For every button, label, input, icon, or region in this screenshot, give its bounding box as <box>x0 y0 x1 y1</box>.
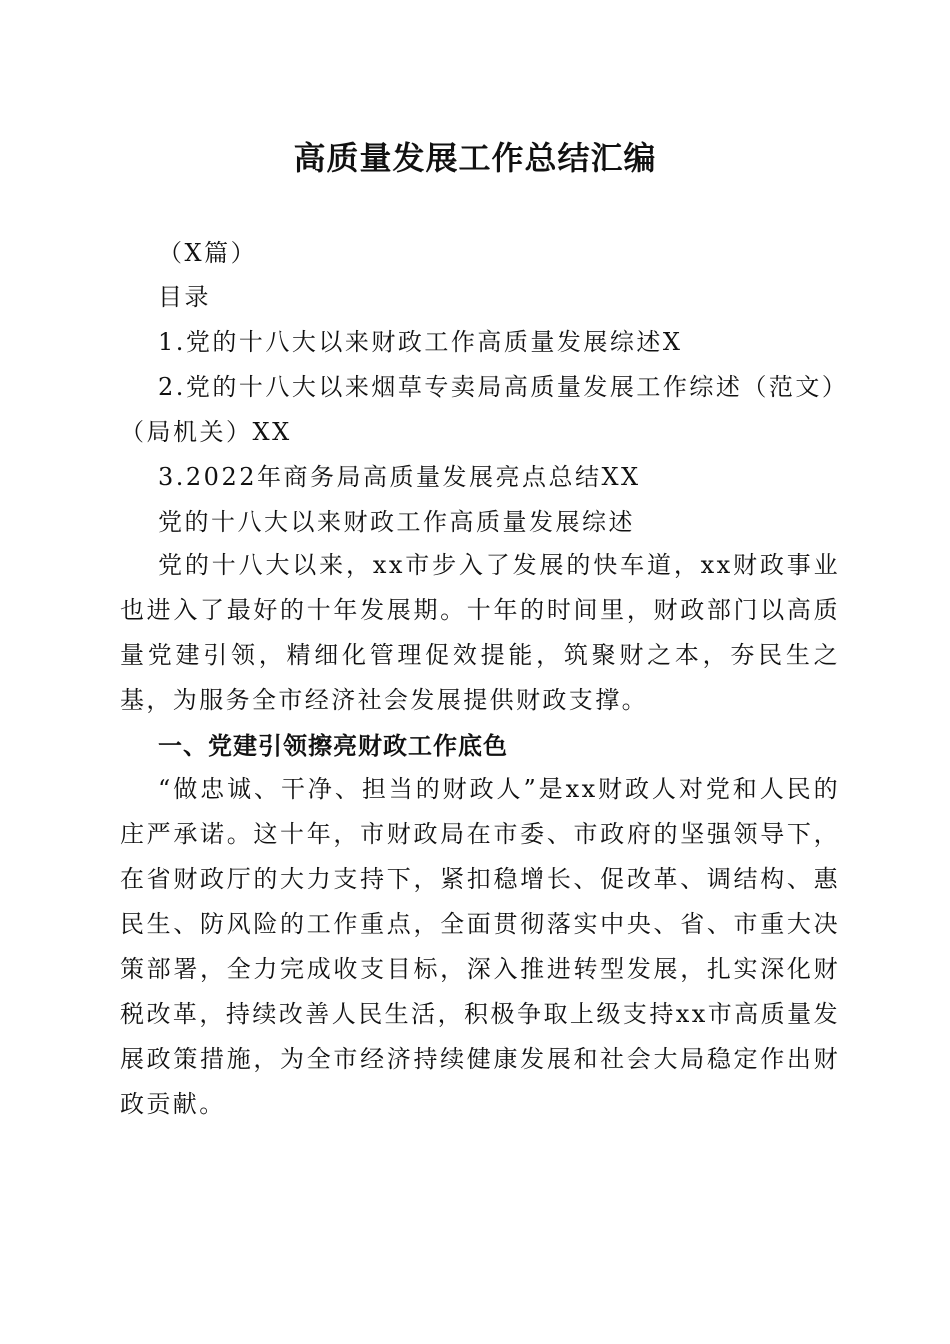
toc-label: 目录 <box>158 283 211 311</box>
intro-paragraph: 党的十八大以来，xx市步入了发展的快车道，xx财政事业也进入了最好的十年发展期。十年的时间里，财政部门以高质量党建引领，精细化管理促效提能，筑聚财之本，夯民生之基，为服务全市经济社会发展提供财政支撑。 <box>120 551 840 714</box>
section-heading: 一、党建引领擦亮财政工作底色 <box>158 732 508 760</box>
toc-item: 1.党的十八大以来财政工作高质量发展综述X <box>158 328 683 356</box>
count-note: （X篇） <box>158 239 258 267</box>
section-paragraph: “做忠诚、干净、担当的财政人”是xx财政人对党和人民的庄严承诺。这十年，市财政局在市委、市政府的坚强领导下，在省财政厅的大力支持下，紧扣稳增长、促改革、调结构、惠民生、防风险的工作重点，全面贯彻落实中央、省、市重大决策部署，全力完成收支目标，深入推进转型发展，扎实深化财税改革，持续改善人民生活，积极争取上级支持xx市高质量发展政策措施，为全市经济持续健康发展和社会大局稳定作出财政贡献。 <box>120 775 840 1118</box>
toc-item-continuation: （局机关）XX <box>120 418 292 446</box>
article-title: 党的十八大以来财政工作高质量发展综述 <box>158 508 635 536</box>
document-title: 高质量发展工作总结汇编 <box>293 139 657 177</box>
toc-item: 2.党的十八大以来烟草专卖局高质量发展工作综述（范文） <box>158 373 849 401</box>
toc-item: 3.2022年商务局高质量发展亮点总结XX <box>158 463 641 491</box>
